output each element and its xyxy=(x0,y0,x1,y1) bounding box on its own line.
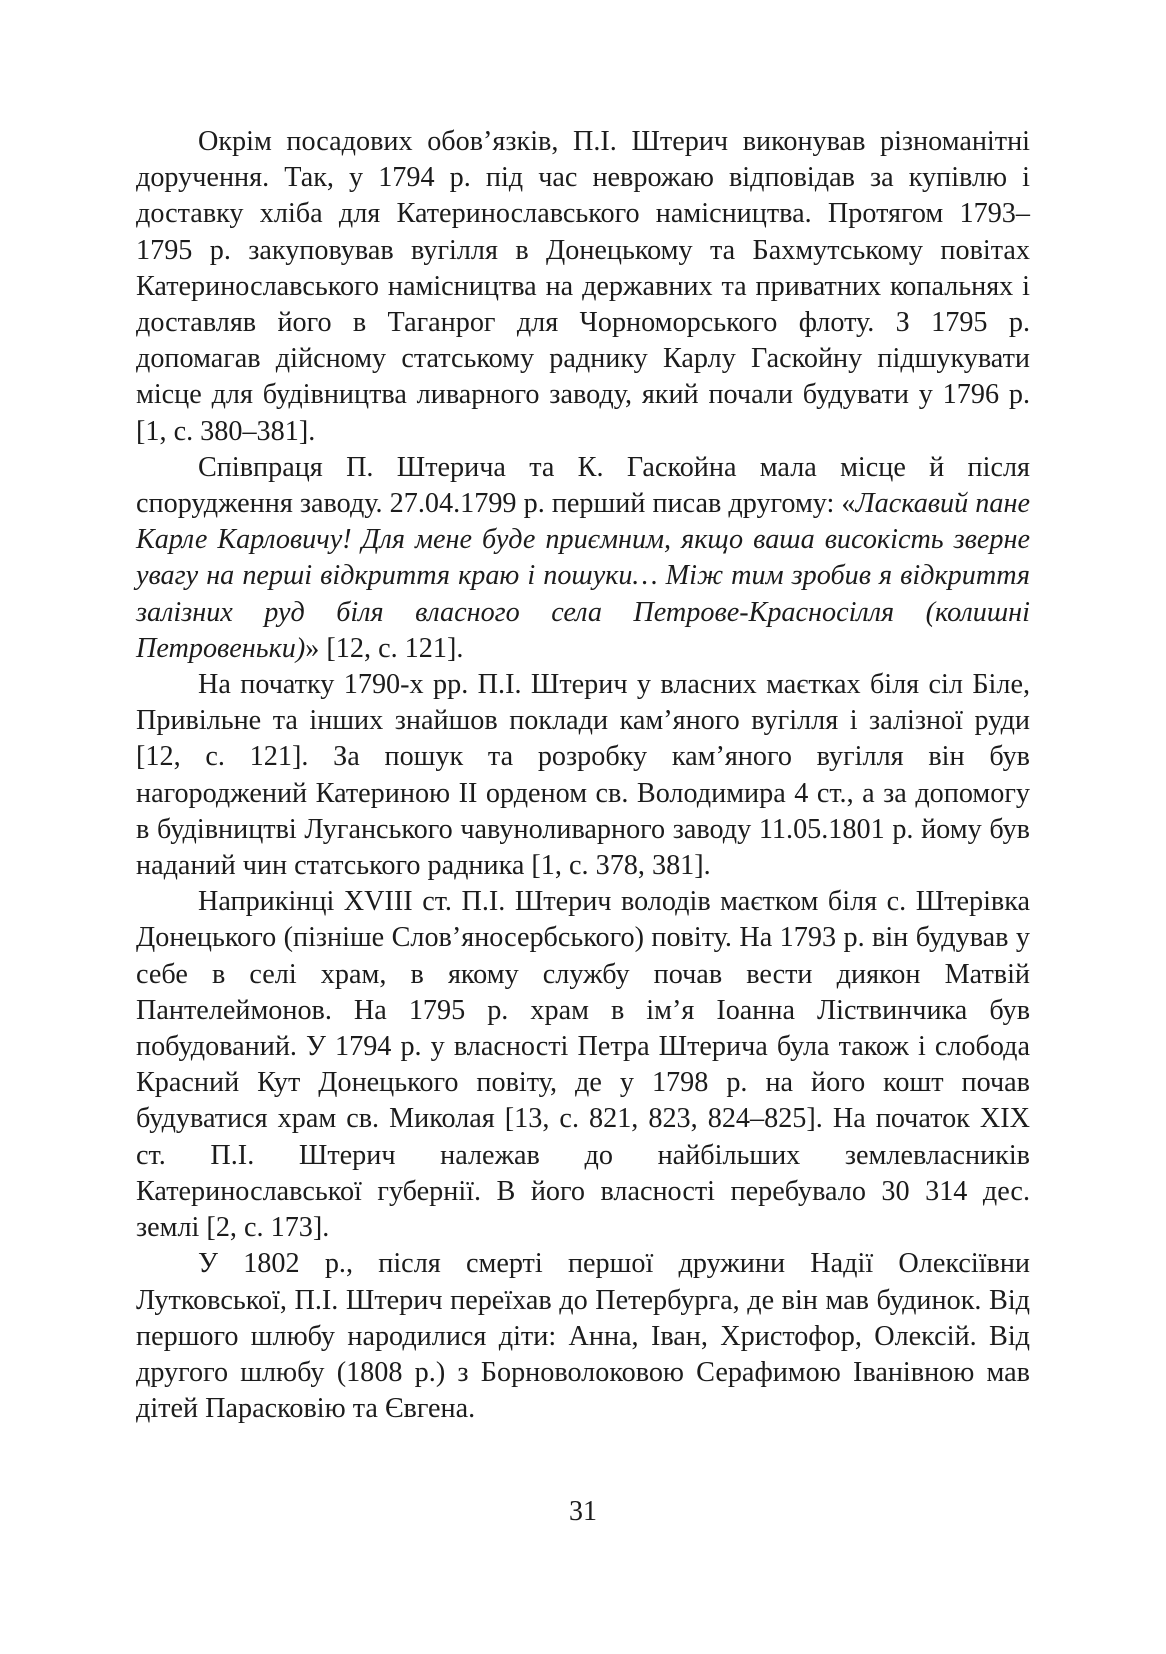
paragraph-3: На початку 1790-х рр. П.І. Штерич у власних маєтках біля сіл Біле, Привільне та інших знайшов поклади кам’яного вугілля і залізної руди [12, с. 121]. За пошук та розробку кам’яного вугілля він був нагороджений Катериною II орденом св. Володимира 4 ст., а за допомогу в будівництві Луганського чавуноливарного заводу 11.05.1801 р. йому був наданий чин статського радника [1, с. 378, 381]. xyxy=(136,669,1030,882)
page-number: 31 xyxy=(569,1496,597,1527)
paragraph-1: Окрім посадових обов’язків, П.І. Штерич виконував різноманітні доручення. Так, у 1794 р. під час неврожаю відповідав за купівлю і доставку хліба для Катеринославського намісництва. Протягом 1793–1795 р. закуповував вугілля в Донецькому та Бахмутському повітах Катеринославського намісництва на державних та приватних копальнях і доставляв його в Таганрог для Чорноморського флоту. З 1795 р. допомагав дійсному статському раднику Карлу Гаскойну підшукувати місце для будівництва ливарного заводу, який почали будувати у 1796 р. [1, с. 380–381]. xyxy=(136,126,1030,447)
paragraph-2-intro: Співпраця П. Штерича та К. Гаскойна мала місце й після спорудження заводу. 27.04.1799 р. перший писав другому: « xyxy=(136,451,1030,520)
paragraph-2-citation: » [12, с. 121]. xyxy=(305,632,464,664)
page-body xyxy=(136,124,1030,1427)
paragraph-4: Наприкінці XVIII ст. П.І. Штерич володів маєтком біля с. Штерівка Донецького (пізніше Слов’яносербського) повіту. На 1793 р. він будував у себе в селі храм, в якому службу почав вести диякон Матвій Пантелеймонов. На 1795 р. храм в ім’я Іоанна Ліствинчика був побудований. У 1794 р. у власності Петра Штерича була також і слобода Красний Кут Донецького повіту, де у 1798 р. на його кошт почав будуватися храм св. Миколая [13, с. 821, 823, 824–825]. На початок XIX ст. П.І. Штерич належав до найбільших землевласників Катеринославської губернії. В його власності перебувало 30 314 дес. землі [2, с. 173]. xyxy=(136,886,1030,1244)
paragraph-5: У 1802 р., після смерті першої дружини Надії Олексіївни Лутковської, П.І. Штерич переїхав до Петербурга, де він мав будинок. Від першого шлюбу народилися діти: Анна, Іван, Христофор, Олексій. Від другого шлюбу (1808 р.) з Борноволоковою Серафимою Іванівною мав дітей Парасковію та Євгена. xyxy=(136,1248,1030,1425)
paragraph-2 xyxy=(136,450,1030,667)
paragraph-2-quote: Ласкавий пане Карле Карловичу! Для мене буде приємним, якщо ваша високість зверне увагу на перші відкриття краю і пошуки… Між тим зробив я відкриття залізних руд біля власного села Петрове-Красносілля (колишні Петровеньки) xyxy=(136,488,1030,664)
